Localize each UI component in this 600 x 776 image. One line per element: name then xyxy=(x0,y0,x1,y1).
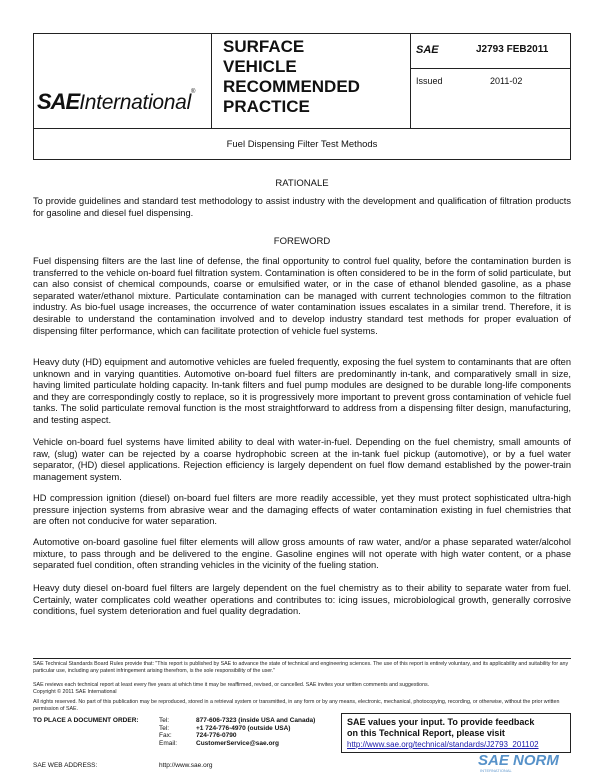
document-id-cell xyxy=(410,34,570,128)
foreword-paragraph-6: Heavy duty diesel on-board fuel filters are largely dependent on the fuel chemistry as to their ability to separate water from fuel. Certainly, water complicates cold weather operations and contributes to: icing issues, microbiological growth, generally corrosive conditions, fuel system deterioration and fuel quality degradation. xyxy=(33,583,571,617)
issued-date: 2011-02 xyxy=(490,76,523,86)
document-title: Fuel Dispensing Filter Test Methods xyxy=(226,139,378,150)
document-number: J2793 FEB2011 xyxy=(476,44,549,55)
contact-label: Tel: xyxy=(159,724,170,732)
rationale-text: To provide guidelines and standard test methodology to assist industry with the development and qualification of filtration products for gasoline and diesel fuel dispensing. xyxy=(33,196,571,218)
foreword-paragraph-1: Fuel dispensing filters are the last line of defense, the final opportunity to control fuel quality, before the contamination burden is transferred to the vehicle on-board fuel filtration system. Contamination is often considered to be in the form of solid particulate, but can also consist of chemical compounds, coarse or emulsified water, or in the case of ethanol blended gasoline, as a phase separated water/ethanol mixture. Particulate contamination can be managed with current technologies common to the filtration industry. As bio-fuel usage increases, the occurrence of water contamination issues escalates in a similar trend. Therefore, it is desirable to understand the contamination involved and to develop industry standard test methods for proper evaluation of dispensing filter performance, which can facilitate protection of vehicle fuel systems. xyxy=(33,256,571,336)
feedback-link[interactable]: http://www.sae.org/technical/standards/J2793_201102 xyxy=(347,740,539,749)
review-policy-text: SAE reviews each technical report at least every five years at which time it may be reaffirmed, revised, or cancelled. SAE invites your written comments and suggestions. xyxy=(33,682,430,688)
contact-label: Email: xyxy=(159,739,178,747)
title-line-2: VEHICLE xyxy=(223,57,297,76)
sae-norm-watermark: SAE NORM xyxy=(478,752,559,769)
contact-value: 724-776-0790 xyxy=(196,732,237,740)
feedback-line-2: on this Technical Report, please visit xyxy=(347,728,505,738)
contact-values xyxy=(196,717,315,747)
feedback-box xyxy=(341,713,571,753)
document-type-title xyxy=(223,37,360,117)
logo-international-text: International xyxy=(79,91,191,114)
sae-small-logo: SAE xyxy=(416,44,439,56)
title-line-1: SURFACE xyxy=(223,37,305,56)
document-title-box xyxy=(33,128,571,160)
header-row-divider xyxy=(410,68,570,69)
copyright-text: Copyright © 2011 SAE International xyxy=(33,689,117,695)
logo-sae-text: SAE xyxy=(37,89,80,114)
feedback-line-1: SAE values your input. To provide feedback xyxy=(347,717,535,727)
foreword-paragraph-5: Automotive on-board gasoline fuel filter elements will allow gross amounts of raw water, and/or a phase separated water/alcohol mixture, to pass through and be delivered to the engine. Gasoline engines will not operate with high water content, or a phase separated fuel condition, often stranding vehicles in the vicinity of the fueling station. xyxy=(33,537,571,571)
watermark-subtext: INTERNATIONAL xyxy=(480,768,512,773)
contact-email[interactable]: CustomerService@sae.org xyxy=(196,739,279,747)
web-address-label: SAE WEB ADDRESS: xyxy=(33,762,98,769)
title-line-4: PRACTICE xyxy=(223,97,310,116)
logo-trademark: ® xyxy=(190,89,196,95)
rationale-heading: RATIONALE xyxy=(275,178,329,189)
contact-value: +1 724-776-4970 (outside USA) xyxy=(196,724,291,732)
order-label xyxy=(33,717,139,725)
document-header xyxy=(33,33,571,129)
foreword-paragraph-2: Heavy duty (HD) equipment and automotive vehicles are fueled frequently, exposing the fuel system to contaminants that are often unknown and in varying quantities. Automotive on-board fuel filters are predominantly in-tank, and comparatively small in size, having limited particulate holding capacity. In-tank filters and fuel pump modules are designed to be durable long-life components and they are correspondingly costly to replace, so it is progressively more important to prevent gross contamination of vehicle fuel tanks. The solid particulate removal function is the most straightforward to address from a dispensing filter design, manufacturing, and testing aspect. xyxy=(33,357,571,425)
web-address-link[interactable]: http://www.sae.org xyxy=(159,762,213,769)
sae-international-logo xyxy=(37,89,195,115)
order-label-text: TO PLACE A DOCUMENT ORDER: xyxy=(33,717,139,724)
logo-cell xyxy=(34,34,212,128)
foreword-paragraph-3: Vehicle on-board fuel systems have limited ability to deal with water-in-fuel. Depending on the fuel chemistry, small amounts of raw, (slug) water can be rejected by a coarse hydrophobic screen at the in-tank fuel pickup (automotive), or by a fuel water separator, (HD) diesel applications. Rejection efficiency is largely dependent on fuel flow demand established by the power-train management system. xyxy=(33,437,571,482)
standards-board-rules-text: SAE Technical Standards Board Rules provide that: "This report is published by SAE to advance the state of technical and engineering sciences. The use of this report is entirely voluntary, and its applicability and suitability for any particular use, including any patent infringement arising therefrom, is the sole responsibility of the user." xyxy=(33,661,569,674)
document-type-cell xyxy=(211,34,411,128)
issued-label: Issued xyxy=(416,76,443,86)
rights-reserved-text: All rights reserved. No part of this publication may be reproduced, stored in a retrieval system or transmitted, in any form or by any means, electronic, mechanical, photocopying, recording, or otherwise, without the prior written permission of SAE. xyxy=(33,699,560,712)
contact-value: 877-606-7323 (inside USA and Canada) xyxy=(196,717,316,724)
footer-divider xyxy=(33,658,571,659)
foreword-paragraph-4: HD compression ignition (diesel) on-board fuel filters are more readily accessible, yet they must protect sophisticated ultra-high pressure injection systems from abrasive wear and the damaging effects of water contamination existing in fuel chemistries that are often not conducive for water separation. xyxy=(33,493,571,527)
contact-label: Tel: xyxy=(159,717,170,724)
foreword-heading: FOREWORD xyxy=(273,236,331,247)
title-line-3: RECOMMENDED xyxy=(223,77,360,96)
contact-labels xyxy=(159,717,177,747)
contact-label: Fax: xyxy=(159,732,172,740)
